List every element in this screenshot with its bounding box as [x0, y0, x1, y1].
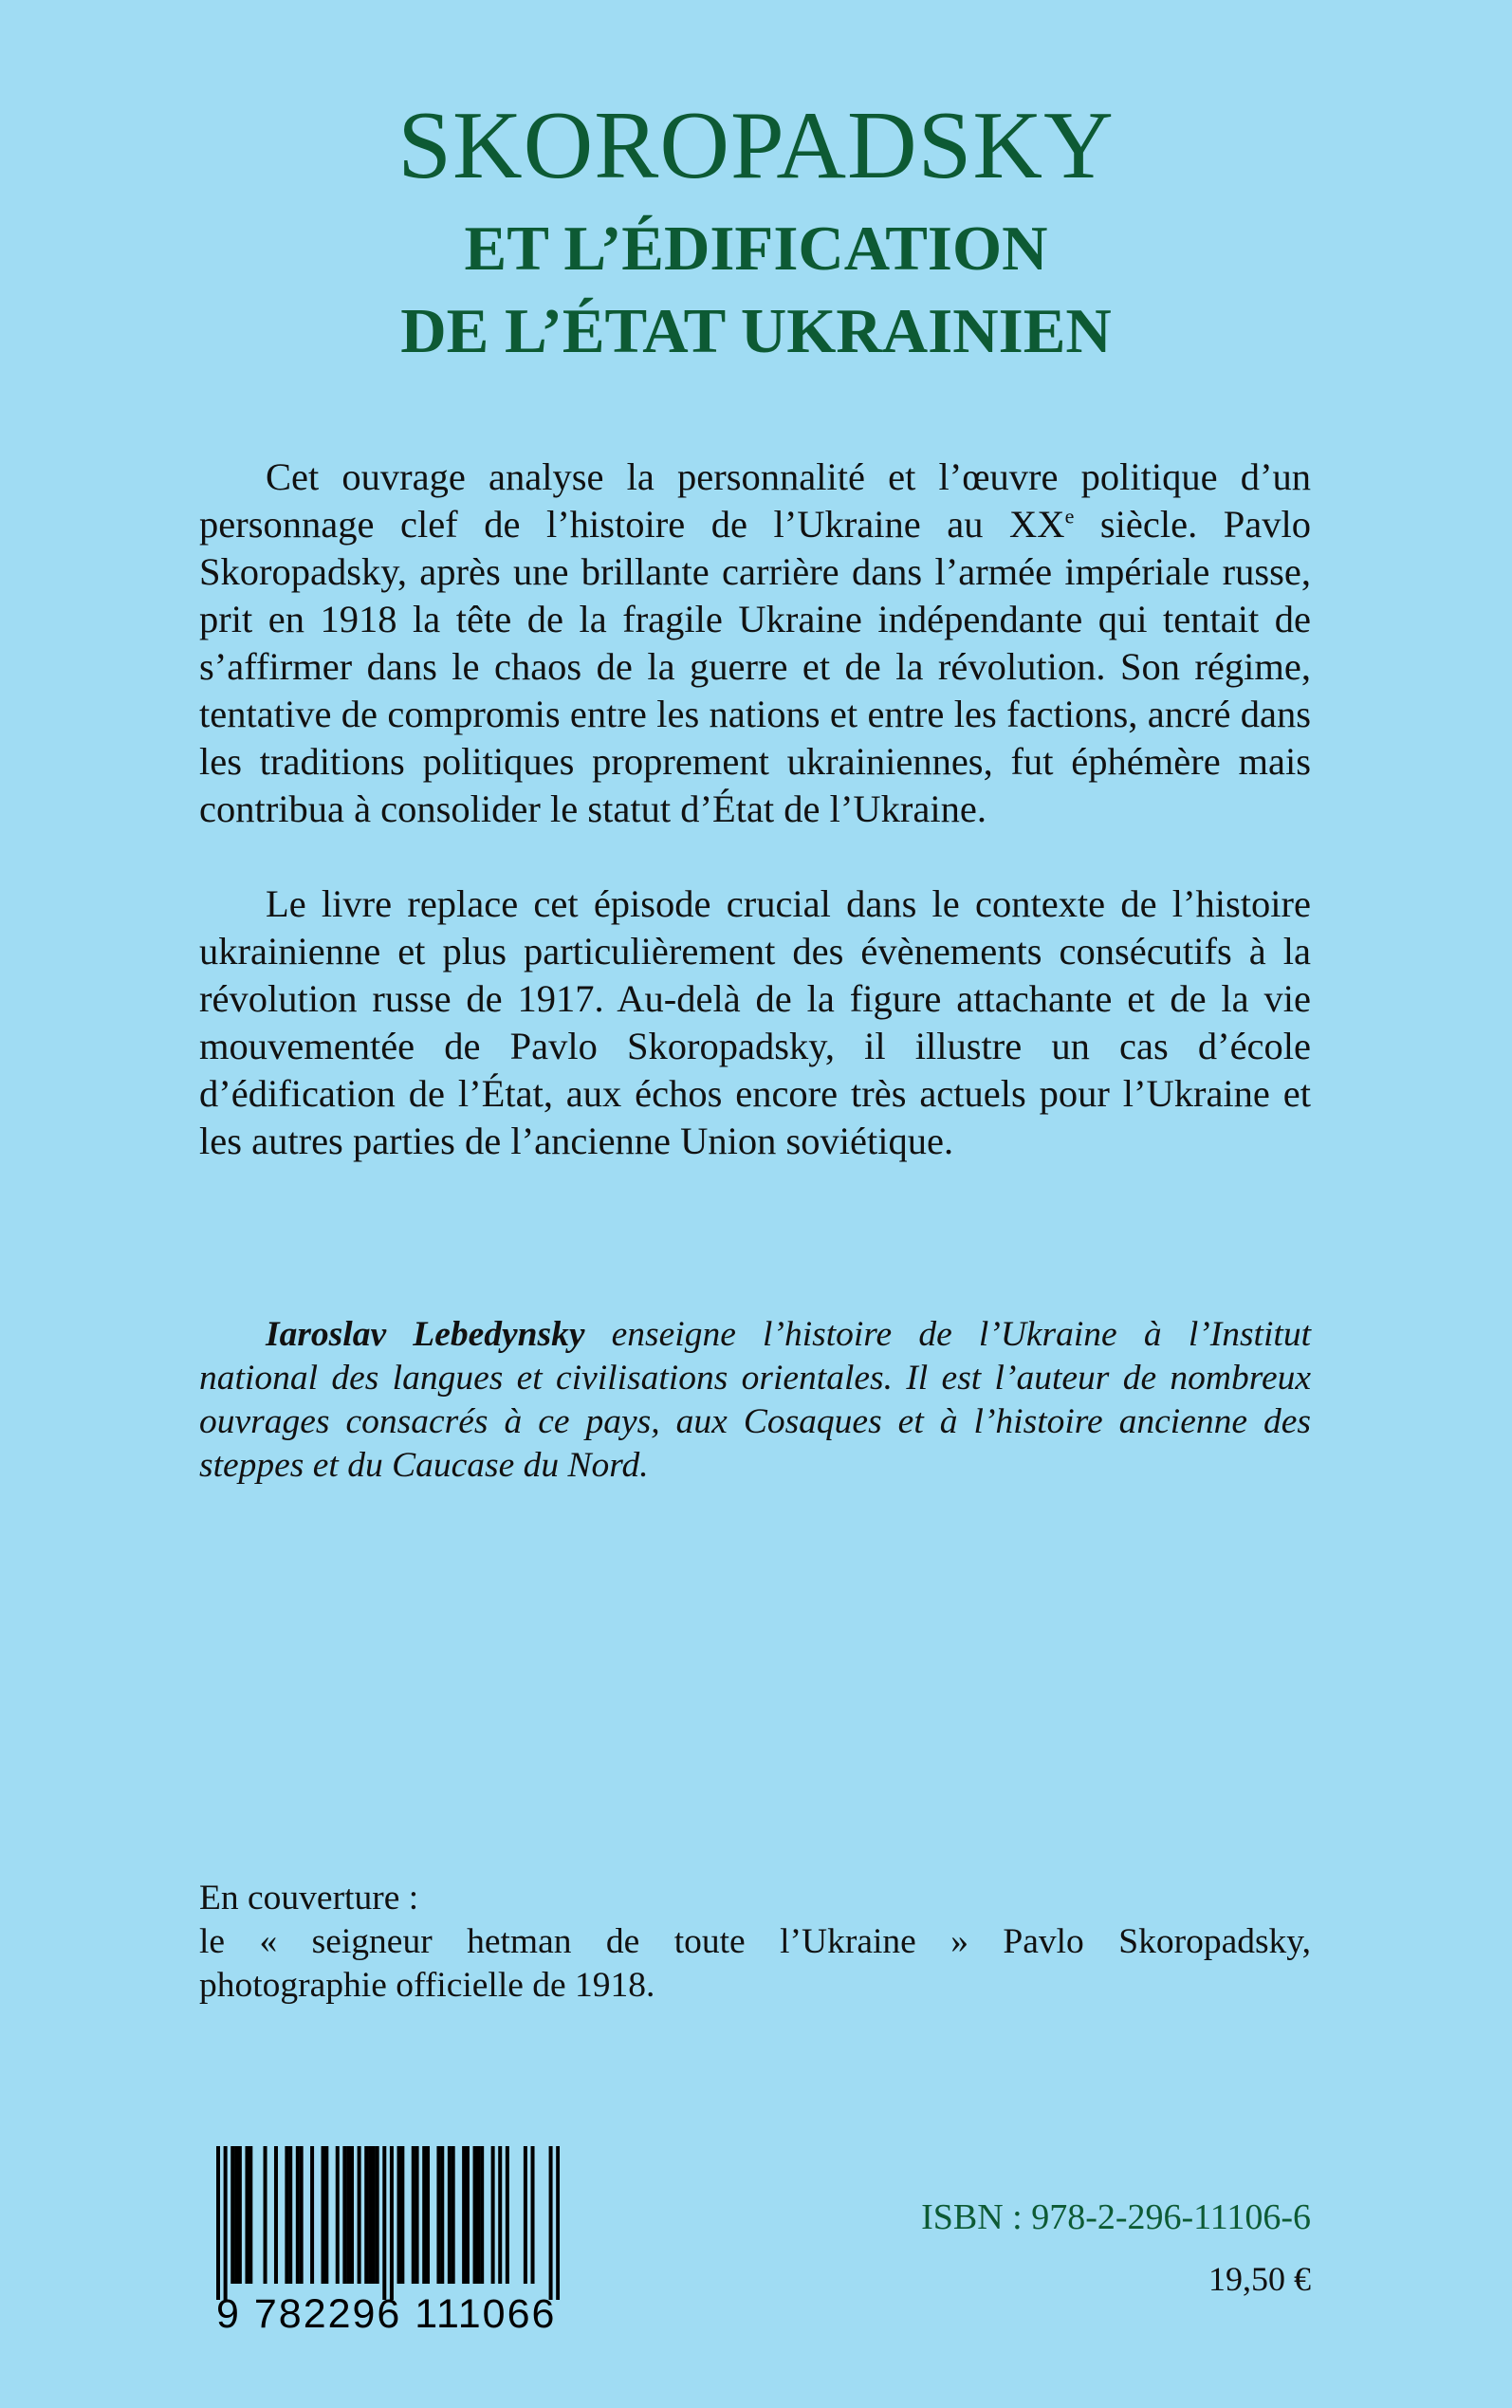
barcode-digits: 9 782296 111066 — [216, 2291, 557, 2337]
isbn: ISBN : 978-2-296-11106-6 — [921, 2197, 1311, 2237]
barcode-bar — [473, 2146, 477, 2284]
barcode-bar — [506, 2146, 509, 2284]
barcode-bar — [436, 2146, 440, 2284]
barcode-bar — [382, 2146, 386, 2300]
book-title: SKOROPADSKY — [397, 92, 1115, 199]
barcode-bar — [440, 2146, 444, 2284]
barcode-bar — [426, 2146, 430, 2284]
barcode-bar — [476, 2146, 480, 2284]
barcode-bar — [524, 2146, 527, 2284]
barcode-bar — [274, 2146, 278, 2284]
barcode-bar — [397, 2146, 401, 2284]
barcode-bar — [224, 2146, 228, 2300]
barcode-bar — [310, 2146, 314, 2284]
cover-credit — [199, 1877, 1311, 2008]
barcode-bar — [376, 2146, 379, 2284]
blurb — [199, 454, 1311, 1165]
barcode-bar — [288, 2146, 292, 2284]
century-superscript: e — [1064, 504, 1075, 528]
barcode-bar — [300, 2146, 304, 2284]
blurb-paragraph-2: Le livre replace cet épisode crucial dans le contexte de l’histoire ukrainienne et plus particulièrement des évènements consécutifs à la révolution russe de 1917. Au-delà de la figure attachante et de la vie mouvementée de Pavlo Skoropadsky, il illustre un cas d’école d’édification de l’État, aux échos encore très actuels pour l’Ukraine et les autres parties de l’ancienne Union soviétique. — [199, 882, 1311, 1162]
title-block — [0, 92, 1512, 373]
barcode-bar — [234, 2146, 238, 2284]
barcode-bar — [346, 2146, 350, 2284]
cover-credit-heading: En couverture : — [199, 1879, 419, 1917]
barcode-bar — [390, 2146, 394, 2300]
author-bio-text: enseigne l’histoire de l’Ukraine à l’Institut national des langues et civilisations orientales. Il est l’auteur de nombreux ouvrages consacrés à ce pays, aux Cosaques et à l’histoire ancienne des steppes et du Caucase du Nord. — [199, 1315, 1311, 1485]
barcode-bar — [230, 2146, 234, 2284]
barcode-bar — [358, 2146, 361, 2284]
blurb-p1-end: siècle. Pavlo Skoropadsky, après une brillante carrière dans l’armée impériale russe, prit en 1918 la tête de la fragile Ukraine indépendante qui tentait de s’affirmer dans le chaos de la guerre et de la révolution. Son régime, tentative de compromis entre les nations et entre les factions, ancré dans les traditions politiques proprement ukrainiennes, fut éphémère mais contribua à consolider le statut d’État de l’Ukraine. — [199, 503, 1312, 830]
barcode-bar — [452, 2146, 455, 2284]
barcode-bar — [245, 2146, 249, 2284]
barcode-bar — [238, 2146, 242, 2284]
barcode-bar — [556, 2146, 560, 2300]
cover-credit-caption: le « seigneur hetman de toute l’Ukraine » Pavlo Skoropadsky, — [199, 1922, 1311, 1961]
barcode — [216, 2146, 560, 2300]
barcode-bar — [480, 2146, 484, 2284]
barcode-bar — [466, 2146, 470, 2284]
barcode-bar — [491, 2146, 495, 2284]
barcode-bar — [322, 2146, 325, 2284]
barcode-bar — [462, 2146, 466, 2284]
barcode-bar — [422, 2146, 426, 2284]
barcode-bar — [350, 2146, 354, 2284]
barcode-bar — [285, 2146, 288, 2284]
barcode-bar — [249, 2146, 252, 2284]
barcode-bar — [368, 2146, 372, 2284]
barcode-bar — [448, 2146, 452, 2284]
blurb-p1-start: Cet ouvrage analyse la personnalité et l’œuvre politique d’un personnage clef de l’histoire de l’Ukraine au XX — [199, 455, 1311, 546]
barcode-bar — [415, 2146, 419, 2284]
barcode-bar — [372, 2146, 376, 2284]
barcode-bar — [324, 2146, 328, 2284]
barcode-bar — [400, 2146, 404, 2284]
barcode-bar — [336, 2146, 340, 2284]
cover-credit-caption-2: photographie officielle de 1918. — [199, 1966, 655, 2005]
barcode-bar — [412, 2146, 415, 2284]
barcode-bar — [549, 2146, 553, 2300]
barcode-bar — [342, 2146, 346, 2284]
barcode-bar — [531, 2146, 535, 2284]
barcode-bar — [364, 2146, 368, 2284]
blurb-paragraph-1 — [199, 454, 1311, 833]
barcode-bar — [498, 2146, 502, 2284]
barcode-bar — [296, 2146, 300, 2284]
price: 19,50 € — [1208, 2260, 1311, 2298]
barcode-bar — [264, 2146, 267, 2284]
author-bio — [199, 1313, 1311, 1488]
book-subtitle-line-2: DE L’ÉTAT UKRAINIEN — [400, 296, 1112, 367]
author-name: Iaroslav Lebedynsky — [266, 1315, 585, 1354]
book-subtitle-line-1: ET L’ÉDIFICATION — [464, 213, 1048, 285]
barcode-bar — [216, 2146, 220, 2300]
